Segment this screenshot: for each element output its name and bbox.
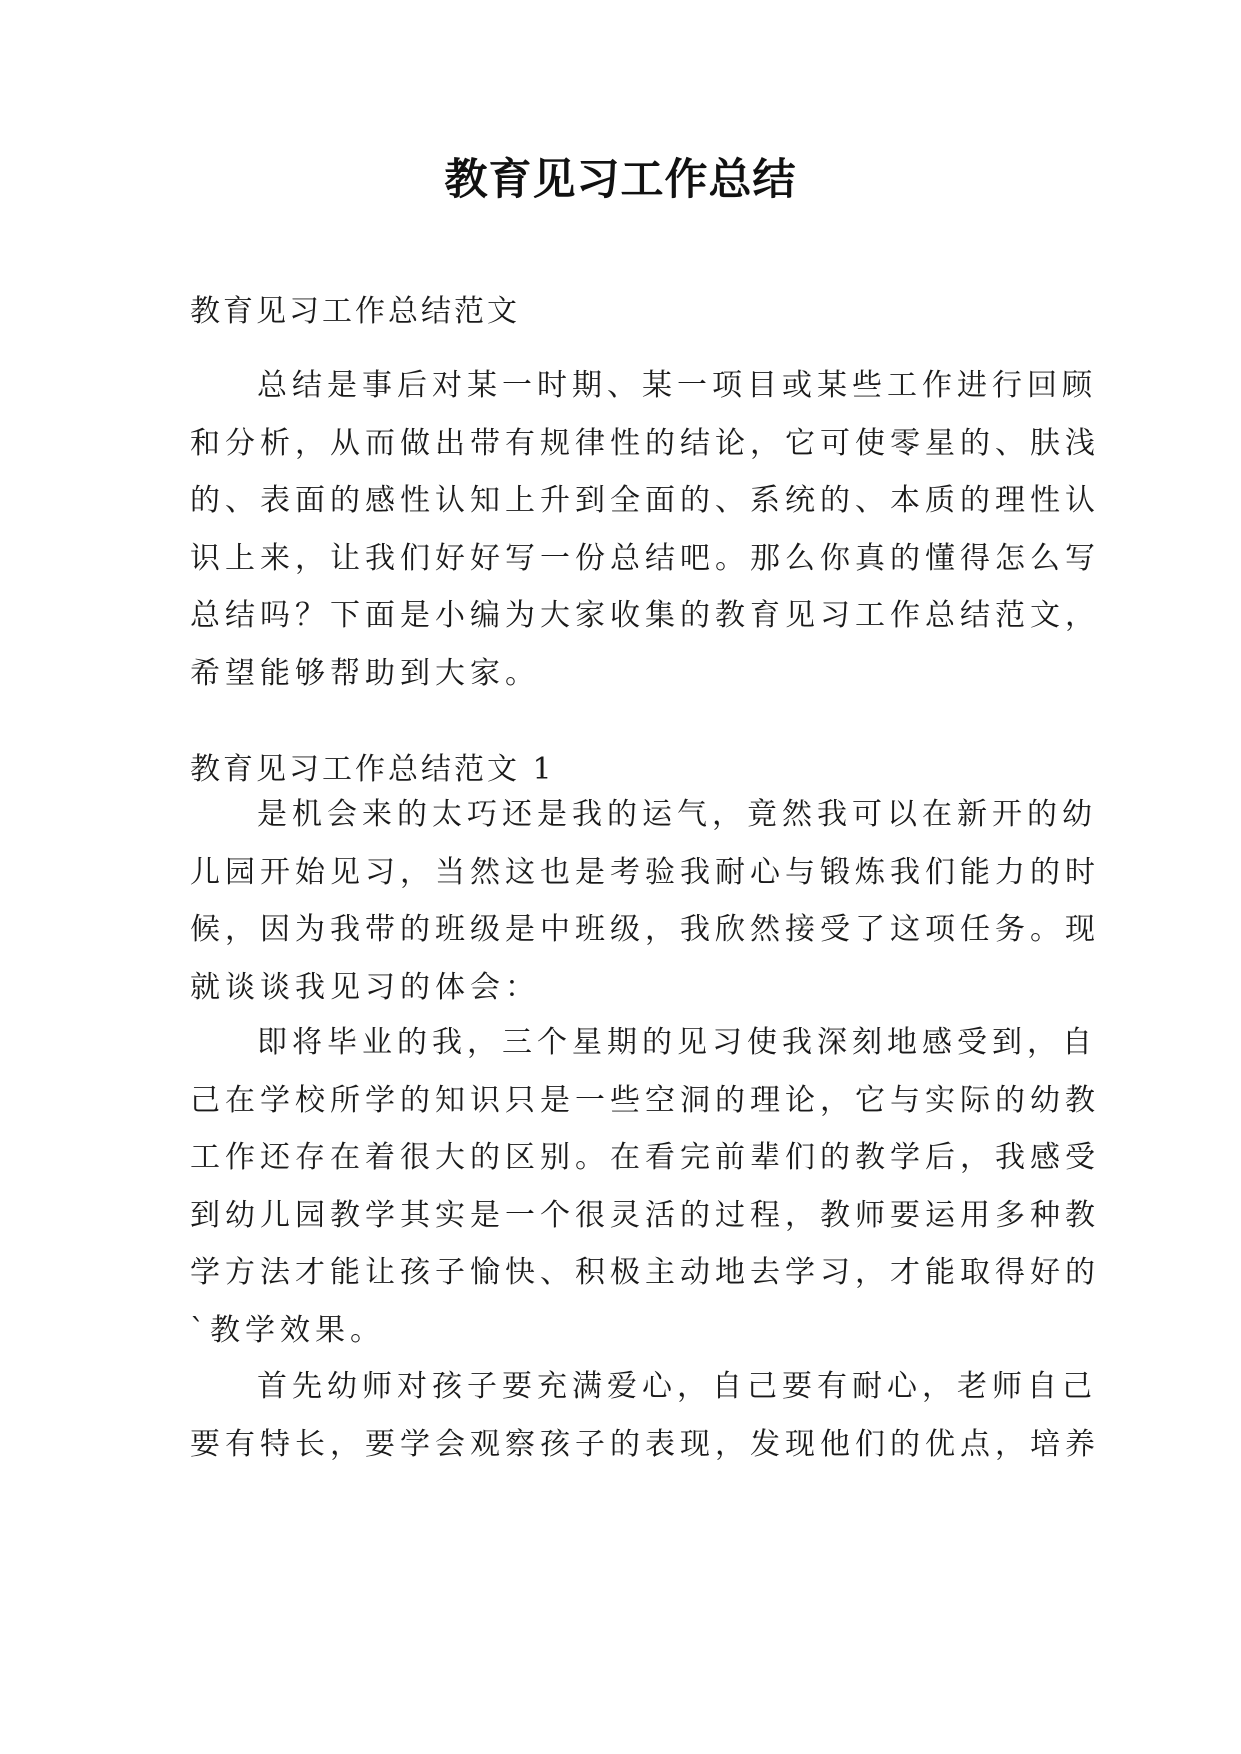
- intro-paragraph: [190, 357, 1100, 702]
- paragraph-line: 是机会来的太巧还是我的运气，竟然我可以在新开的幼: [257, 797, 1097, 832]
- paragraph-line: 就谈谈我见习的体会：: [190, 969, 540, 1005]
- paragraph-line: 工作还存在着很大的区别。在看完前辈们的教学后，我感受: [190, 1140, 1100, 1175]
- paragraph-line: 要有特长，要学会观察孩子的表现，发现他们的优点，培养: [190, 1426, 1100, 1462]
- paragraph-line: `教学效果。: [190, 1312, 385, 1348]
- paragraph-line: 候，因为我带的班级是中班级，我欣然接受了这项任务。现: [190, 912, 1100, 947]
- paragraph-line: 和分析，从而做出带有规律性的结论，它可使零星的、肤浅: [190, 425, 1100, 461]
- paragraph-line: 即将毕业的我，三个星期的见习使我深刻地感受到，自: [257, 1025, 1097, 1060]
- section-heading: 教育见习工作总结范文 1: [190, 752, 555, 787]
- section-paragraph: [190, 1358, 1100, 1473]
- section-paragraph: [190, 786, 1100, 1016]
- paragraph-line: 儿园开始见习，当然这也是考验我耐心与锻炼我们能力的时: [190, 854, 1100, 890]
- paragraph-line: 识上来，让我们好好写一份总结吧。那么你真的懂得怎么写: [190, 540, 1100, 576]
- document-subtitle: 教育见习工作总结范文: [190, 294, 520, 329]
- paragraph-line: 首先幼师对孩子要充满爱心，自己要有耐心，老师自己: [257, 1369, 1097, 1404]
- paragraph-line: 学方法才能让孩子愉快、积极主动地去学习，才能取得好的: [190, 1255, 1100, 1290]
- section-paragraph: [190, 1014, 1100, 1359]
- paragraph-line: 总结是事后对某一时期、某一项目或某些工作进行回顾: [257, 368, 1097, 403]
- paragraph-line: 总结吗？下面是小编为大家收集的教育见习工作总结范文，: [190, 598, 1100, 633]
- paragraph-line: 希望能够帮助到大家。: [190, 655, 540, 691]
- paragraph-line: 到幼儿园教学其实是一个很灵活的过程，教师要运用多种教: [190, 1197, 1100, 1233]
- paragraph-line: 的、表面的感性认知上升到全面的、系统的、本质的理性认: [190, 483, 1100, 518]
- paragraph-line: 己在学校所学的知识只是一些空洞的理论，它与实际的幼教: [190, 1082, 1100, 1118]
- document-title: 教育见习工作总结: [444, 155, 797, 205]
